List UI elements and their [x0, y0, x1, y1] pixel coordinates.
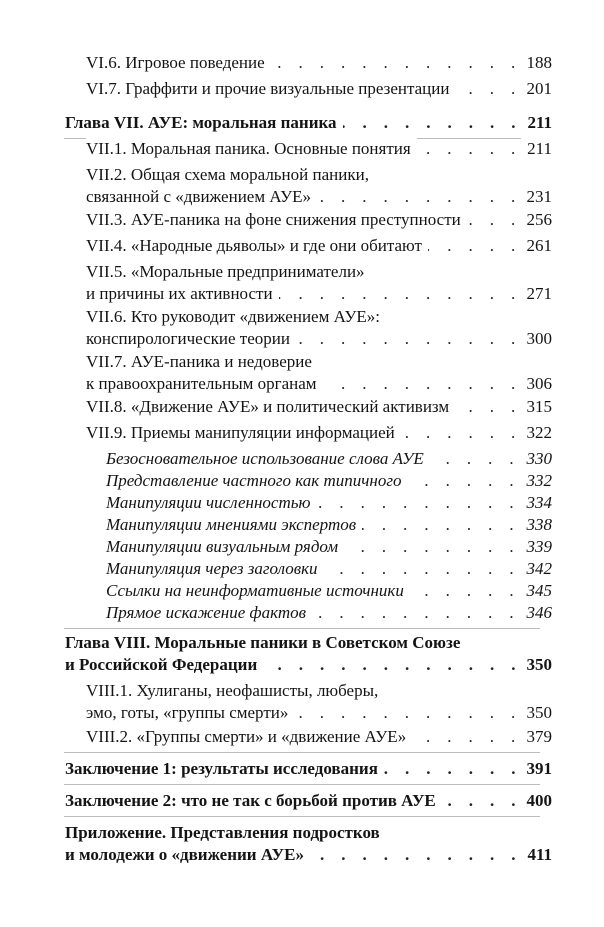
- toc-page-number: 391: [521, 758, 553, 780]
- toc-entry-title: VII.5. «Моральные предприниматели»: [86, 261, 371, 283]
- toc-entry-title: VII.7. АУЕ-паника и недоверие: [86, 351, 318, 373]
- toc-entry-title: VI.7. Граффити и прочие визуальные презентации: [86, 78, 455, 100]
- toc-page-number: 345: [521, 580, 553, 602]
- toc-page-number: 188: [521, 52, 553, 74]
- toc-entry-title: Глава VIII. Моральные паники в Советском Союзе: [65, 632, 466, 654]
- toc-entry-title: Манипуляции численностью: [106, 492, 316, 514]
- toc-entry-title: VII.8. «Движение АУЕ» и политический активизм: [86, 396, 455, 418]
- section-divider: [64, 816, 540, 817]
- toc-page-number: 322: [521, 422, 553, 444]
- toc-entry-title: VII.3. АУЕ-паника на фоне снижения преступности: [86, 209, 467, 231]
- toc-entry-title: Прямое искажение фактов: [106, 602, 312, 624]
- toc-page-number: 261: [521, 235, 553, 257]
- toc-entry-title: VI.6. Игровое поведение: [86, 52, 271, 74]
- toc-entry-title: Заключение 2: что не так с борьбой против АУЕ: [65, 790, 442, 812]
- toc-entry-title: Ссылки на неинформативные источники: [106, 580, 410, 602]
- toc-page-number: 342: [521, 558, 553, 580]
- section-divider: [64, 784, 540, 785]
- toc-entry-title: VII.4. «Народные дьяволы» и где они обитают: [86, 235, 428, 257]
- toc-entry-title: VII.1. Моральная паника. Основные понятия: [86, 138, 417, 160]
- toc-page-number: 211: [521, 112, 552, 134]
- toc-entry-title: связанной с «движением АУЕ»: [86, 186, 317, 208]
- section-divider: [64, 752, 540, 753]
- toc-entry-title: Манипуляции визуальным рядом: [106, 536, 344, 558]
- toc-page-number: 231: [521, 186, 553, 208]
- toc-entry-title: VII.9. Приемы манипуляции информацией: [86, 422, 401, 444]
- toc-page-number: 271: [521, 283, 553, 305]
- toc-entry-title: и молодежи о «движении АУЕ»: [65, 844, 310, 866]
- section-divider: [64, 628, 540, 629]
- toc-entry-title: VII.6. Кто руководит «движением АУЕ»:: [86, 306, 386, 328]
- toc-page-number: 256: [521, 209, 553, 231]
- toc-page-number: 346: [521, 602, 553, 624]
- toc-page-number: 338: [521, 514, 553, 536]
- toc-page-number: 411: [521, 844, 552, 866]
- toc-page-number: 201: [521, 78, 553, 100]
- toc-page-number: 379: [521, 726, 553, 748]
- toc-page-number: 350: [521, 654, 553, 676]
- toc-entry-title: к правоохранительным органам: [86, 373, 323, 395]
- toc-page-number: 350: [521, 702, 553, 724]
- toc-entry-title: конспирологические теории: [86, 328, 296, 350]
- toc-entry-title: Безосновательное использование слова АУЕ: [106, 448, 430, 470]
- toc-entry-title: Заключение 1: результаты исследования: [65, 758, 384, 780]
- toc-entry-title: VIII.2. «Группы смерти» и «движение АУЕ»: [86, 726, 412, 748]
- toc-entry-title: Представление частного как типичного: [106, 470, 407, 492]
- toc-page-number: 330: [521, 448, 553, 470]
- toc-page-number: 400: [521, 790, 553, 812]
- toc-page-number: 332: [521, 470, 553, 492]
- toc-page-number: 300: [521, 328, 553, 350]
- toc-entry-title: Манипуляции мнениями экспертов: [106, 514, 362, 536]
- toc-entry-title: Глава VII. АУЕ: моральная паника: [65, 112, 343, 134]
- toc-page-number: 211: [521, 138, 552, 160]
- toc-page-number: 315: [521, 396, 553, 418]
- toc-page-number: 306: [521, 373, 553, 395]
- toc-entry-title: Приложение. Представления подростков: [65, 822, 386, 844]
- toc-page-number: 334: [521, 492, 553, 514]
- toc-entry-title: и Российской Федерации: [65, 654, 263, 676]
- toc-entry-title: VIII.1. Хулиганы, неофашисты, люберы,: [86, 680, 384, 702]
- toc-entry-title: эмо, готы, «группы смерти»: [86, 702, 294, 724]
- toc-entry-title: VII.2. Общая схема моральной паники,: [86, 164, 375, 186]
- toc-entry-title: Манипуляция через заголовки: [106, 558, 324, 580]
- toc-page-number: 339: [521, 536, 553, 558]
- toc-entry-title: и причины их активности: [86, 283, 279, 305]
